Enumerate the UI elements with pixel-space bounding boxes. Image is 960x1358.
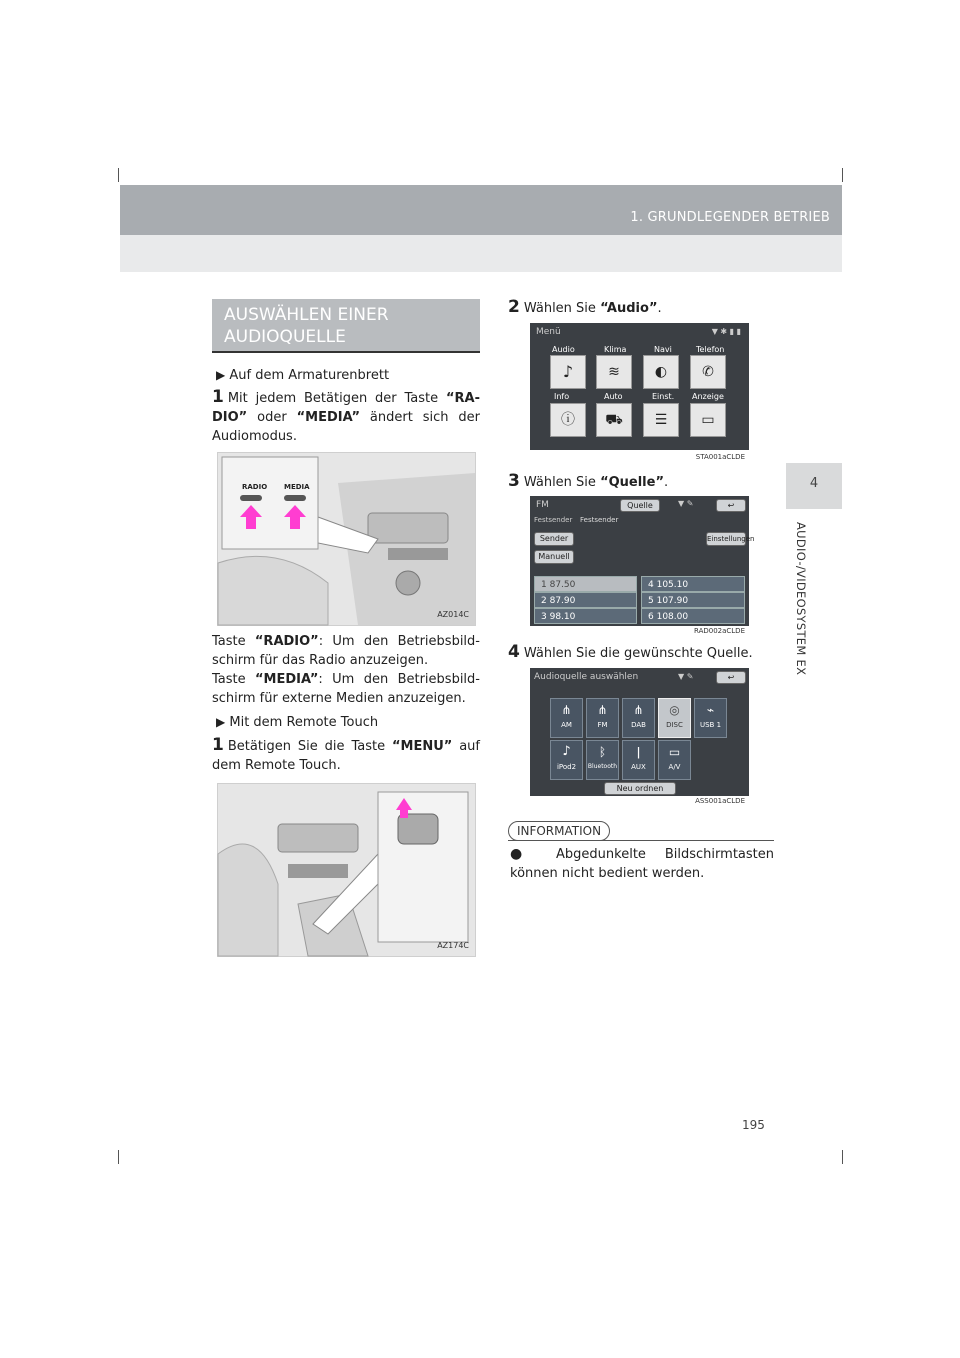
remote-touch-photo <box>217 783 476 957</box>
step-text: Betätigen Sie die Taste <box>227 739 392 754</box>
menu-label-klima: Klima <box>604 345 627 354</box>
dashboard-photo <box>217 452 476 626</box>
header-title: 1. GRUNDLEGENDER BETRIEB <box>630 210 830 225</box>
compass-icon: ◐ <box>654 364 668 380</box>
music-note-icon: ♪ <box>562 362 574 381</box>
reorder-button[interactable]: Neu ordnen <box>604 782 676 795</box>
auto-tile[interactable] <box>596 403 632 437</box>
bullet-text: Mit dem Remote Touch <box>229 715 379 730</box>
page-number: 195 <box>742 1118 765 1132</box>
tab-festsender-active[interactable]: Festsender <box>580 516 619 524</box>
source-label: iPod2 <box>556 763 577 771</box>
source-am[interactable] <box>550 698 583 738</box>
settings-icon: ☰ <box>654 412 668 428</box>
menu-label-einst: Einst. <box>652 392 675 401</box>
navi-tile[interactable] <box>643 355 679 389</box>
key-quelle: “Quelle” <box>600 475 665 490</box>
section-heading-rule <box>212 351 480 353</box>
back-button[interactable] <box>716 499 746 512</box>
menu-label-audio: Audio <box>552 345 575 354</box>
source-label: USB 1 <box>699 721 722 729</box>
step-number: 2 <box>508 297 520 317</box>
text: : Um den Betriebsbild-schirm für das Radio anzuzeigen. <box>212 634 480 668</box>
antenna-icon: ⋔ <box>561 703 572 717</box>
anzeige-tile[interactable] <box>690 403 726 437</box>
preset-5[interactable]: 5 107.90 <box>641 592 745 608</box>
fm-title: FM <box>536 500 549 510</box>
menu-screen <box>530 323 749 462</box>
source-bluetooth[interactable] <box>586 740 619 780</box>
media-description <box>212 670 480 708</box>
text: : Um den Betriebsbild-schirm für externe Medien anzuzeigen. <box>212 672 480 706</box>
bullet-remote-touch <box>216 713 482 732</box>
antenna-icon: ⋔ <box>633 703 644 717</box>
information-badge: INFORMATION <box>508 821 610 841</box>
step-1-remote <box>212 736 480 775</box>
einst-tile[interactable] <box>643 403 679 437</box>
music-note-icon: ♪ <box>562 744 571 759</box>
source-fm[interactable] <box>586 698 619 738</box>
step-number: 1 <box>212 735 224 755</box>
text: Taste <box>212 672 255 687</box>
source-title: Audioquelle auswählen <box>534 672 639 682</box>
media-button-label: MEDIA <box>284 483 310 491</box>
key-menu: “MENU” <box>391 739 453 754</box>
sender-button[interactable]: Sender <box>534 532 574 546</box>
step-text: Wählen Sie die gewünschte Quelle. <box>523 646 753 661</box>
status-icons: ▼ ✎ <box>678 499 694 508</box>
source-label: FM <box>597 721 608 729</box>
quelle-button[interactable]: Quelle <box>620 499 660 512</box>
figure-code: RAD002aCLDE <box>693 627 745 635</box>
figure-code: STA001aCLDE <box>695 453 745 461</box>
source-disc[interactable] <box>658 698 691 738</box>
preset-1[interactable]: 1 87.50 <box>534 576 637 592</box>
fm-screen <box>530 496 755 635</box>
step-text: auf dem Remote Touch. <box>212 739 480 773</box>
status-icons: ▼ ✎ <box>678 672 694 681</box>
source-select-screen <box>530 668 749 805</box>
menu-label-auto: Auto <box>604 392 623 401</box>
header-strip <box>120 235 842 272</box>
crop-mark <box>842 1150 843 1164</box>
monitor-icon: ▭ <box>668 745 681 759</box>
back-arrow-icon: ↩ <box>727 501 735 510</box>
step-text: ändert sich der Audiomodus. <box>212 410 480 444</box>
source-label: DISC <box>666 721 683 729</box>
step-2 <box>508 298 776 318</box>
step-text: Mit jedem Betätigen der Taste <box>227 391 446 406</box>
source-label: DAB <box>631 721 646 729</box>
source-label: A/V <box>668 763 681 771</box>
back-arrow-icon: ↩ <box>727 673 735 682</box>
info-icon: ⓘ <box>561 412 575 428</box>
information-note <box>510 845 774 883</box>
crop-mark <box>842 168 843 182</box>
dashboard-illustration <box>218 453 475 625</box>
source-label: AUX <box>631 763 646 771</box>
source-label: AM <box>561 721 572 729</box>
preset-3[interactable]: 3 98.10 <box>534 608 637 624</box>
menu-label-navi: Navi <box>654 345 672 354</box>
tab-festsender[interactable]: Festsender <box>534 516 573 524</box>
info-tile[interactable] <box>550 403 586 437</box>
step-1-dashboard <box>212 388 480 446</box>
back-button[interactable] <box>716 671 746 684</box>
figure-code: AZ014C <box>437 610 469 619</box>
information-text: Abgedunkelte Bildschirmtasten können nicht bedient werden. <box>510 847 774 881</box>
usb-icon: ⌁ <box>706 703 715 717</box>
menu-label-info: Info <box>554 392 570 401</box>
key-radio: “RADIO” <box>254 634 319 649</box>
figure-code: ASS001aCLDE <box>695 797 745 805</box>
circle-bullet-icon: ● <box>510 846 538 862</box>
bluetooth-icon: ᛒ <box>598 745 607 759</box>
antenna-icon: ⋔ <box>597 703 608 717</box>
source-ipod[interactable] <box>550 740 583 780</box>
menu-title: Menü <box>536 327 561 337</box>
source-dab[interactable] <box>622 698 655 738</box>
phone-icon: ✆ <box>702 364 714 380</box>
car-icon: ⛟ <box>605 412 623 428</box>
aux-plug-icon: ǀ <box>636 745 641 759</box>
menu-label-telefon: Telefon <box>696 345 725 354</box>
bullet-text: Auf dem Armaturenbrett <box>229 368 390 383</box>
triangle-bullet-icon: ▶ <box>216 715 226 729</box>
disc-icon: ◎ <box>669 703 680 717</box>
step-text: oder <box>247 410 297 425</box>
step-text: . <box>664 475 669 490</box>
console-illustration <box>218 784 475 956</box>
source-av[interactable] <box>658 740 691 780</box>
radio-button-label: RADIO <box>242 483 268 491</box>
source-usb[interactable] <box>694 698 727 738</box>
preset-2[interactable]: 2 87.90 <box>534 592 637 608</box>
key-media: “MEDIA” <box>255 672 319 687</box>
section-title <box>224 304 474 348</box>
step-text: . <box>657 301 662 316</box>
section-title-line1: AUSWÄHLEN EINER <box>224 305 389 325</box>
bullet-dashboard <box>216 366 482 385</box>
menu-label-anzeige: Anzeige <box>692 392 724 401</box>
step-4 <box>508 643 776 663</box>
key-radio: “RA-DIO” <box>212 391 480 425</box>
step-3 <box>508 472 776 492</box>
step-text: Wählen Sie <box>523 475 601 490</box>
chapter-label: AUDIO-/VIDEOSYSTEM EX <box>794 522 808 676</box>
key-audio: “Audio” <box>600 301 658 316</box>
section-title-line2: AUDIOQUELLE <box>224 327 346 347</box>
triangle-bullet-icon: ▶ <box>216 368 226 382</box>
klima-tile[interactable] <box>596 355 632 389</box>
information-rule <box>508 840 774 841</box>
figure-code: AZ174C <box>437 941 469 950</box>
manuell-button[interactable]: Manuell <box>534 550 574 564</box>
crop-mark <box>118 168 119 182</box>
display-icon: ▭ <box>701 412 715 428</box>
step-number: 4 <box>508 642 520 662</box>
preset-6[interactable]: 6 108.00 <box>641 608 745 624</box>
text: Taste <box>212 634 255 649</box>
step-text: Wählen Sie <box>523 301 601 316</box>
key-media: “MEDIA” <box>296 410 360 425</box>
crop-mark <box>118 1150 119 1164</box>
einstellungen-button[interactable]: Einstellungen <box>706 532 746 546</box>
telefon-tile[interactable] <box>690 355 726 389</box>
preset-4[interactable]: 4 105.10 <box>641 576 745 592</box>
step-number: 3 <box>508 471 520 491</box>
status-icons: ▼ ✱ ▮ ▮ <box>711 327 741 336</box>
step-number: 1 <box>212 387 224 407</box>
radio-description <box>212 632 480 670</box>
source-label: Bluetooth <box>587 763 618 770</box>
source-aux[interactable] <box>622 740 655 780</box>
climate-icon: ≋ <box>608 364 620 380</box>
chapter-number: 4 <box>809 476 819 491</box>
audio-tile[interactable] <box>550 355 586 389</box>
